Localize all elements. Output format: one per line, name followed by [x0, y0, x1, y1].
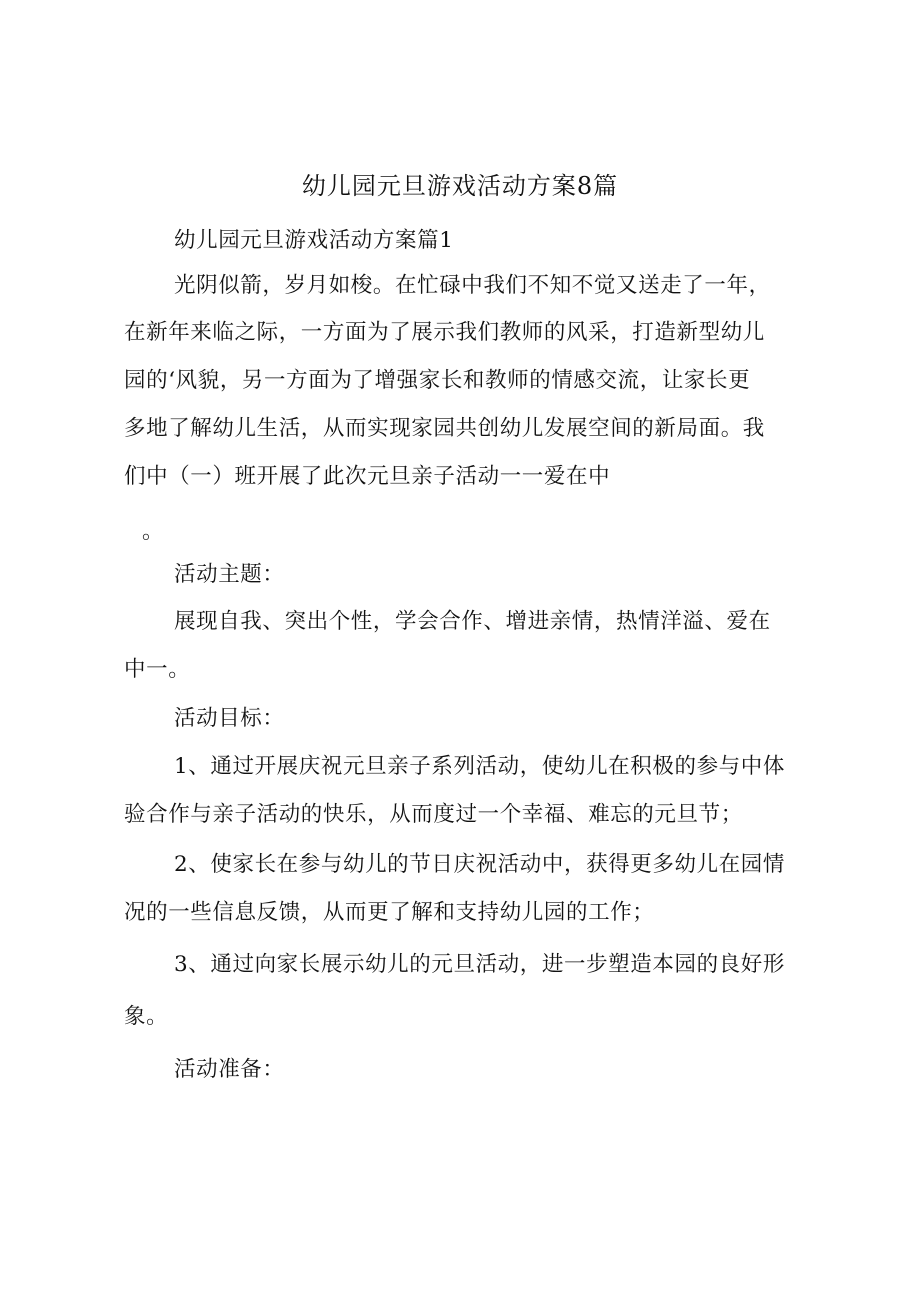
goal-1-line-1: 1、通过开展庆祝元旦亲子系列活动，使幼儿在积极的参与中体: [174, 754, 785, 779]
intro-line-3: 园的‘风貌，另一方面为了增强家长和教师的情感交流，让家长更: [124, 368, 751, 393]
prep-label: 活动准备：: [174, 1057, 285, 1082]
intro-line-2: 在新年来临之际，一方面为了展示我们教师的风采，打造新型幼儿: [124, 320, 765, 345]
goal-2-line-2: 况的一些信息反馈，从而更了解和支持幼儿园的工作；: [124, 900, 655, 925]
section-heading: 幼儿园元旦游戏活动方案篇1: [174, 228, 454, 253]
goal-1-line-2: 验合作与亲子活动的快乐，从而度过一个幸福、难忘的元旦节；: [124, 802, 743, 827]
intro-line-4: 多地了解幼儿生活，从而实现家园共创幼儿发展空间的新局面。我: [124, 416, 765, 441]
goal-2-line-1: 2、使家长在参与幼儿的节日庆祝活动中，获得更多幼儿在园情: [174, 852, 785, 877]
theme-line-2: 中一。: [124, 657, 191, 682]
theme-label: 活动主题：: [174, 562, 285, 587]
intro-line-1: 光阴似箭，岁月如梭。在忙碌中我们不知不觉又送走了一年，: [174, 273, 771, 298]
theme-line-1: 展现自我、突出个性，学会合作、增进亲情，热情洋溢、爱在: [174, 609, 771, 634]
intro-line-5: 们中（一）班开展了此次元旦亲子活动一一爱在中: [124, 464, 611, 489]
lone-punctuation: 。: [142, 519, 165, 544]
goal-3-line-2: 象。: [124, 1004, 169, 1029]
document-title: 幼儿园元旦游戏活动方案8篇: [301, 172, 619, 200]
goal-3-line-1: 3、通过向家长展示幼儿的元旦活动，进一步塑造本园的良好形: [174, 952, 785, 977]
goals-label: 活动目标：: [174, 706, 285, 731]
